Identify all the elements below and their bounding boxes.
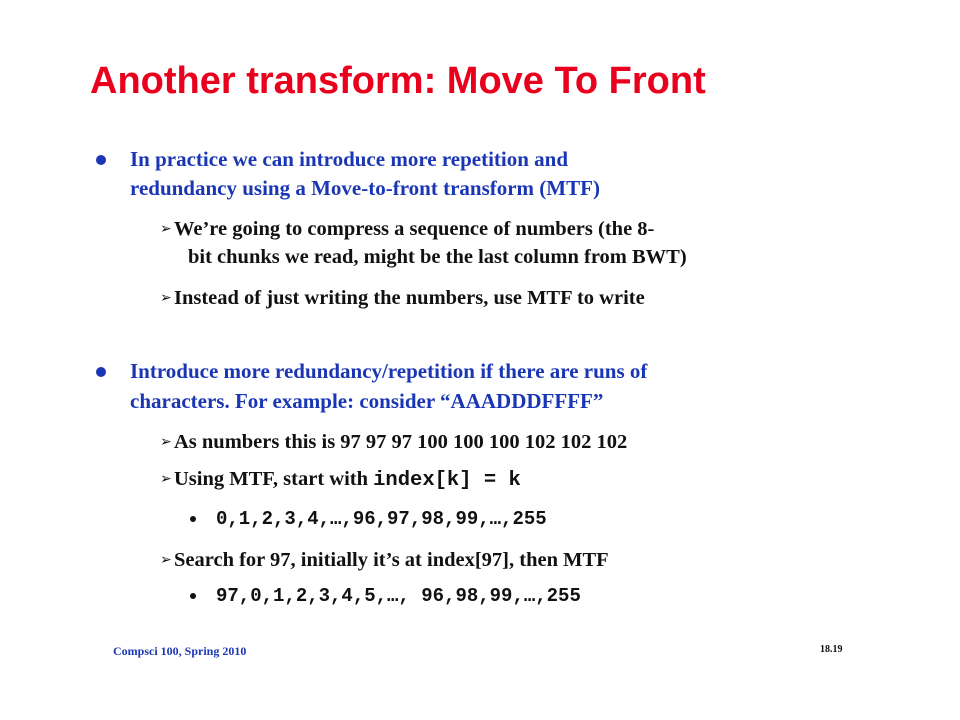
arrow-bullet-icon: ➢ xyxy=(160,552,172,568)
sub-bullet-2-2-prefix: Using MTF, start with xyxy=(174,468,374,490)
footer-slide-number: 18.19 xyxy=(820,644,843,655)
bullet-dot-icon xyxy=(96,155,106,165)
sub-bullet-2-2-line-1 xyxy=(174,465,521,495)
arrow-bullet-icon: ➢ xyxy=(160,221,172,237)
small-dot-icon xyxy=(190,593,196,599)
small-dot-icon xyxy=(190,516,196,522)
bullet-dot-icon xyxy=(96,367,106,377)
footer-course: Compsci 100, Spring 2010 xyxy=(113,644,247,658)
sequence-initial: 0,1,2,3,4,…,96,97,98,99,…,255 xyxy=(216,508,547,530)
arrow-bullet-icon: ➢ xyxy=(160,471,172,487)
sequence-after-mtf: 97,0,1,2,3,4,5,…, 96,98,99,…,255 xyxy=(216,585,581,607)
sub-bullet-2-3-line-1: Search for 97, initially it’s at index[97], then MTF xyxy=(174,549,609,571)
code-index-k: index[k] = k xyxy=(373,469,521,492)
slide-title: Another transform: Move To Front xyxy=(90,60,706,102)
sub-bullet-1-2-line-1: Instead of just writing the numbers, use MTF to write xyxy=(174,287,645,309)
sub-bullet-1-1-line-2: bit chunks we read, might be the last column from BWT) xyxy=(188,246,687,268)
bullet-1-line-1: In practice we can introduce more repetition and xyxy=(130,147,569,171)
arrow-bullet-icon: ➢ xyxy=(160,290,172,306)
sub-bullet-2-1-line-1: As numbers this is 97 97 97 100 100 100 102 102 102 xyxy=(174,431,628,453)
bullet-2-line-2: characters. For example: consider “AAADDDFFFF” xyxy=(130,389,604,413)
bullet-1-line-2: redundancy using a Move-to-front transform (MTF) xyxy=(130,176,600,200)
arrow-bullet-icon: ➢ xyxy=(160,434,172,450)
sub-bullet-1-1-line-1: We’re going to compress a sequence of numbers (the 8- xyxy=(174,218,655,240)
bullet-2-line-1: Introduce more redundancy/repetition if there are runs of xyxy=(130,359,648,383)
